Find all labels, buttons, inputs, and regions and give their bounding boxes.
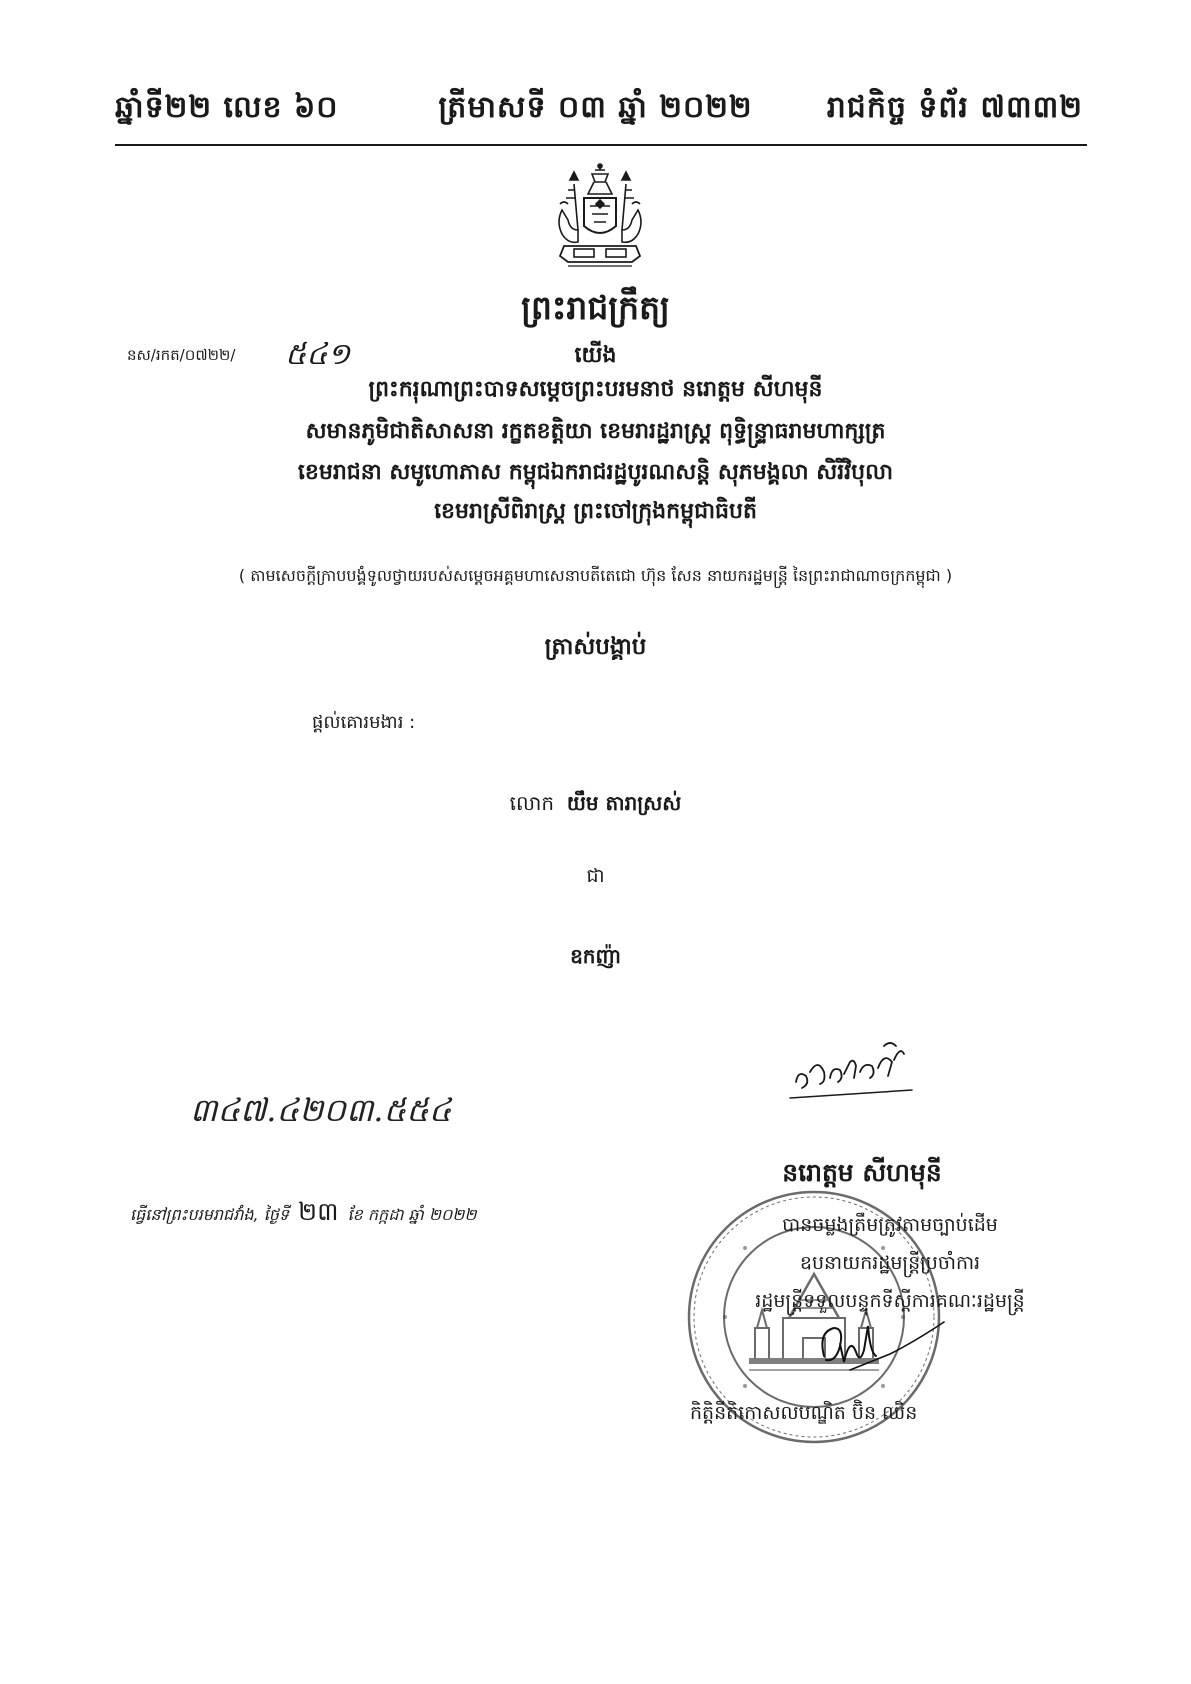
decree-reference: នស/រកត/០៧២២/ [127, 346, 236, 364]
king-name: នរោត្តម សីហមុនី [782, 1158, 942, 1187]
king-title-line: ខេមរាស្រីពិរាស្ត្រ ព្រះចៅក្រុងកម្ពុជាធិបតី [434, 498, 757, 524]
order-title: ត្រាស់បង្គាប់ [544, 633, 647, 660]
gazette-page: រាជកិច្ច ទំព័រ ៧៣៣២ [826, 90, 1083, 125]
king-signature [784, 1032, 924, 1112]
as-label: ជា [586, 865, 605, 887]
gazette-year-issue: ឆ្នាំទី២២ លេខ ៦០ [115, 90, 339, 125]
date-suffix: ខែ កក្កដា ឆ្នាំ ២០២២ [347, 1205, 477, 1224]
date-line [130, 1197, 477, 1233]
honoree-prefix: លោក [509, 791, 555, 815]
king-title-line: សមានភូមិជាតិសាសនា រក្ខតខត្តិយា ខេមរារដ្ឋរាស្ត្រ ពុទ្ធិន្ទ្រាធរាមហាក្សត្រ [305, 418, 886, 444]
countersignature [810, 1292, 950, 1402]
date-prefix: ធ្វើនៅព្រះបរមរាជវាំង, ថ្ងៃទី [130, 1205, 290, 1224]
decree-reference-number: ៥៤១ [285, 337, 351, 372]
honoree-name: យឹម តារាស្រស់ [566, 791, 682, 815]
grant-label: ផ្តល់គោរមងារ : [312, 712, 416, 733]
honoree [0, 790, 1191, 820]
gazette-quarter: ត្រីមាសទី ០៣ ឆ្នាំ ២០២២ [438, 90, 753, 125]
date-day: ២៣ [298, 1197, 339, 1226]
handwritten-registration-number: ៣៤៧.៤២០៣.៥៥៤ [190, 1091, 452, 1129]
header-divider [115, 144, 1087, 146]
certification-line: ឧបនាយករដ្ឋមន្ត្រីប្រចាំការ [799, 1252, 981, 1274]
royal-coat-of-arms-icon [548, 160, 652, 276]
decree-we: យើង [574, 342, 617, 368]
honorary-rank: ឧកញ៉ា [570, 944, 621, 968]
decree-title: ព្រះរាជក្រឹត្យ [521, 288, 670, 327]
certification-line: រដ្ឋមន្ត្រីទទួលបន្ទុកទីស្តីការគណៈរដ្ឋមន្ត្រី [755, 1290, 1025, 1312]
king-title-line: ព្រះករុណាព្រះបាទសម្តេចព្រះបរមនាថ នរោត្តម សីហមុនី [368, 376, 823, 402]
certification-line: បានចម្លងត្រឹមត្រូវតាមច្បាប់ដើម [782, 1214, 998, 1236]
king-title-line: ខេមរាជនា សមូហោភាស កម្ពុជឯករាជរដ្ឋបូរណសន្តិ សុភមង្គលា សិរីវិបុលា [297, 459, 894, 485]
prime-minister-recommendation: ( តាមសេចក្តីក្រាបបង្គំទូលថ្វាយរបស់សម្តេចអគ្គមហាសេនាបតីតេជោ ហ៊ុន សែន នាយករដ្ឋមន្ត្រី នៃព្រះរាជាណាចក្រកម្ពុជា ) [238, 566, 953, 585]
certifying-official: កិត្តិនីតិកោសលបណ្ឌិត ប៊ិន ឈិន [690, 1402, 918, 1424]
